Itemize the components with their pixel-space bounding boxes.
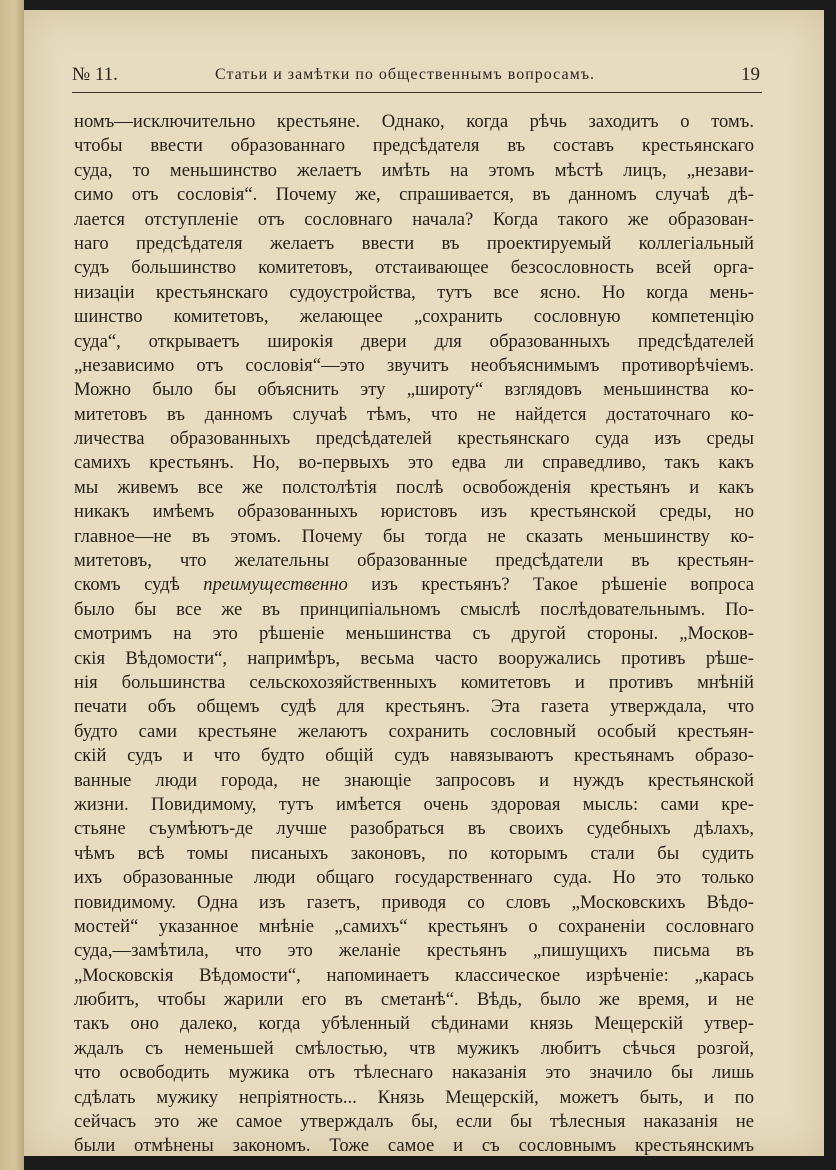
text-line: главное—не въ этомъ. Почему бы тогда не сказать меньшинству ко- [74,525,754,547]
text-line: суда, то меньшинство желаетъ имѣть на этомъ мѣстѣ лицъ, „незави- [74,159,754,181]
text-line: шинство комитетовъ, желающее „сохранить сословную компетенцію [74,306,754,328]
text-line: чтобы ввести образованнаго предсѣдателя въ составъ крестьянскаго [74,135,754,157]
text-line: митетовъ въ данномъ случаѣ тѣмъ, что не найдется достаточнаго ко- [74,403,754,425]
text-line: Можно было бы объяснить эту „широту“ взглядовъ меньшинства ко- [74,379,754,401]
text-line: никакъ имѣемъ образованныхъ юристовъ изъ крестьянской среды, но [74,501,754,523]
text-line: смотримъ на это рѣшеніе меньшинства съ другой стороны. „Москов- [74,623,754,645]
text-line: любитъ, чтобы жарили его въ сметанѣ“. Вѣдь, было же время, и не [74,989,754,1011]
text-line [74,573,754,597]
text-line: суда,—замѣтила, что это желаніе крестьянъ „пишущихъ письма въ [74,940,754,962]
text-line: судъ большинство комитетовъ, отстаивающее безсословность всей орга- [74,257,754,279]
text-line: печати объ общемъ судѣ для крестьянъ. Эта газета утверждала, что [74,696,754,718]
text-segment: скомъ судѣ [74,574,204,596]
text-line: сдѣлать мужику непріятность... Князь Мещерскій, можетъ быть, и по [74,1086,754,1108]
text-line: что освободить мужика отъ тѣлеснаго наказанія это значило бы лишь [74,1062,754,1084]
text-line: чѣмъ всѣ томы писаныхъ законовъ, по которымъ стали бы судить [74,842,754,864]
text-line: личества образованныхъ предсѣдателей крестьянскаго суда изъ среды [74,428,754,450]
text-segment: изъ крестьянъ? Такое рѣшеніе вопроса [347,574,754,596]
text-line: митетовъ, что желательны образованные предсѣдатели въ крестьян- [74,550,754,572]
book-page [24,10,824,1156]
text-line: были отмѣнены закономъ. Тоже самое и съ сословнымъ крестьянскимъ [74,1135,754,1157]
text-line: скія Вѣдомости“, напримѣръ, весьма часто вооружались противъ рѣше- [74,647,754,669]
text-line: „Московскія Вѣдомости“, напоминаетъ классическое изрѣченіе: „карась [74,964,754,986]
text-line: ванные люди города, не знающіе запросовъ и нуждъ крестьянской [74,769,754,791]
text-line: мы живемъ все же полстолѣтія послѣ освобожденія крестьянъ и какъ [74,476,754,498]
text-line: самихъ крестьянъ. Но, во-первыхъ это едва ли справедливо, такъ какъ [74,452,754,474]
text-line: скій судъ и что будто общій судъ навязываютъ крестьянамъ образо- [74,745,754,767]
article-body [74,110,754,1159]
book-gutter [0,0,24,1170]
text-line: такъ оно далеко, когда убѣленный сѣдинами князь Мещерскій утвер- [74,1013,754,1035]
text-line: ждалъ съ неменьшей смѣлостью, чтв мужикъ любитъ сѣчься розгой, [74,1037,754,1059]
page-number: 19 [741,64,760,85]
text-line: номъ—исключительно крестьяне. Однако, когда рѣчь заходитъ о томъ. [74,111,754,132]
text-line: стьяне съумѣютъ-де лучше разобраться въ своихъ судебныхъ дѣлахъ, [74,818,754,840]
emphasized-word: преимущественно [203,574,348,596]
text-line: было бы все же въ принципіальномъ смыслѣ послѣдовательнымъ. По- [74,598,754,620]
running-header [72,62,762,93]
text-line: мостей“ указанное мнѣніе „самихъ“ крестьянъ о сохраненіи сословнаго [74,915,754,937]
text-line: будто сами крестьяне желаютъ сохранить сословный особый крестьян- [74,720,754,742]
text-line: симо отъ сословія“. Почему же, спрашивается, въ данномъ случаѣ дѣ- [74,184,754,206]
text-line: нія большинства сельскохозяйственныхъ комитетовъ и противъ мнѣній [74,671,754,693]
text-line: суда“, открываетъ широкія двери для образованныхъ предсѣдателей [74,330,754,352]
text-line: сейчасъ это же самое утверждалъ бы, если бы тѣлесныя наказанія не [74,1111,754,1133]
text-line: жизни. Повидимому, тутъ имѣется очень здоровая мысль: сами кре- [74,793,754,815]
running-title: Статьи и замѣтки по общественнымъ вопросамъ. [215,66,595,83]
text-line: низаціи крестьянскаго судоустройства, тутъ все ясно. Но когда мень- [74,281,754,303]
issue-number: № 11. [72,64,118,85]
text-line: ихъ образованные люди общаго государственнаго суда. Но это только [74,867,754,889]
text-line: повидимому. Одна изъ газетъ, приводя со словъ „Московскихъ Вѣдо- [74,891,754,913]
text-line: „независимо отъ сословія“—это звучитъ необъяснимымъ противорѣчіемъ. [74,354,754,376]
text-line: лается отступленіе отъ сословнаго начала? Когда такого же образован- [74,208,754,230]
text-line: наго предсѣдателя желаетъ ввести въ проектируемый коллегіальный [74,232,754,254]
